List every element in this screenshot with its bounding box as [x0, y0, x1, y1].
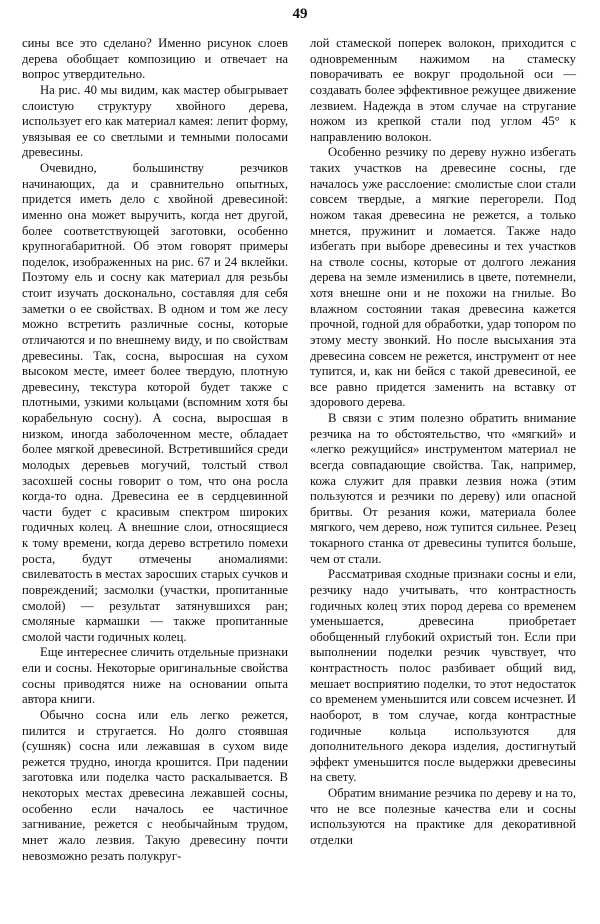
paragraph: Обычно сосна или ель легко режется, пилится и стругается. Но долго стоявшая (сушняк) сосна или лежавшая в сухом виде режется трудно, иногда крошится. При падении заготовка или поделка часто раскалывается. В некоторых местах древесина лежавшей сосны, особенно если началось ее частичное загнивание, режется с необычайным трудом, мнет жало лезвия. Такую древесину почти невозможно резать полукруг- [22, 707, 288, 863]
paragraph: Особенно резчику по дереву нужно избегать таких участков на древесине сосны, где началось уже расслоение: смолистые слои стали совсем твердые, а мягкие перегорели. Под ножом такая древесина не режется, а только мнется, пружинит и ломается. Также надо избегать при выборе древесины и тех участков на стволе сосны, которые от долгого лежания дерева на земле изменились в цвете, потемнели, хотя внешне они и не похожи на гнилые. Во влажном состоянии такая древесина кажется прочной, годной для обработки, удар топором по этому месту звонкий. Но после высыхания эта древесина совсем не режется, инструмент от нее тупится, и, как ни бейся с такой древесиной, ее все равно придется заменить на вставку от здорового дерева. [310, 145, 576, 410]
right-column [310, 36, 576, 849]
paragraph: Рассматривая сходные признаки сосны и ели, резчику надо учитывать, что контрастность годичных колец этих пород дерева со временем уменьшается, древесина приобретает обобщенный глубокий охристый тон. Если при выполнении поделки резчик чувствует, что контрастность полос разбивает общий вид, мешает восприятию поделки, то этот недостаток со временем уменьшится или совсем исчезнет. И наоборот, в том случае, когда контрастные годичные кольца используются для дополнительного декора изделия, достигнутый эффект уменьшится после выдержки древесины на свету. [310, 567, 576, 785]
paragraph: На рис. 40 мы видим, как мастер обыгрывает слоистую структуру хвойного дерева, использует его как материал камея: лепит форму, увязывая ее со светлыми и темными полосами древесины. [22, 82, 288, 160]
page-number: 49 [292, 6, 308, 22]
left-column [22, 36, 288, 864]
paragraph: В связи с этим полезно обратить внимание резчика на то обстоятельство, что «мягкий» и «легко режущийся» инструментом материал не всегда совпадающие свойства. Так, например, кожа служит для правки лезвия ножа (этим пользуются и резчики по дереву) или опасной бритвы. От резания кожи, материала более мягкого, чем дерево, нож тупится сильнее. Резец токарного станка от древесины тупится больше, чем от стали. [310, 411, 576, 566]
paragraph: сины все это сделано? Именно рисунок слоев дерева обобщает композицию и отвечает на вопрос утвердительно. [22, 36, 288, 82]
paragraph: Еще интереснее сличить отдельные признаки ели и сосны. Некоторые оригинальные свойства сосны приводятся ниже на основании опыта автора книги. [22, 645, 288, 707]
paragraph: Очевидно, большинству резчиков начинающих, да и сравнительно опытных, придется иметь дело с хвойной древесиной: именно она может выручить, когда нет другой, более соответствующей заготовки, особенно крупногабаритной. Об этом говорят примеры поделок, изображенных на рис. 67 и 24 вклейки. Поэтому ель и сосну как материал для резьбы стоит изучать досконально, составляя для себя заметки о ее свойствах. В одном и том же лесу можно встретить различные сосны, которые отличаются и по внешнему виду, и по свойствам древесины. Так, сосна, выросшая на сухом высоком месте, имеет более твердую, плотную древесину, текстура которой будет также с плотными, узкими кольцами (вспомним хотя бы корабельную сосну). А сосна, выросшая в низком, иногда заболоченном месте, обладает более мягкой древесиной. Встретившийся среди молодых деревьев могучий, толстый ствол засохшей сосны говорит о том, что она росла когда-то одна. Древесина ее в сердцевинной части будет с красивым спектром широких годичных колец. А внешние слои, относящиеся к тому времени, когда дерево встретило помехи роста, будут отмечены аномалиями: свилеватость в местах заросших старых сучков и повреждений; засмолки (участки, пропитанные смолой) — результат затянувшихся ран; смоляные кармашки — также пропитанные смолой части годичных колец. [22, 161, 288, 644]
paragraph: Обратим внимание резчика по дереву и на то, что не все полезные качества ели и сосны используются на практике для декоративной отделки [310, 786, 576, 847]
paragraph: лой стамеской поперек волокон, приходится с одновременным нажимом на стамеску поворачивать ее вокруг продольной оси — создавать более эффективное режущее движение лезвием. Надежда в этом случае на стругание ножом из крепкой стали под углом 45° к направлению волокон. [310, 36, 576, 144]
